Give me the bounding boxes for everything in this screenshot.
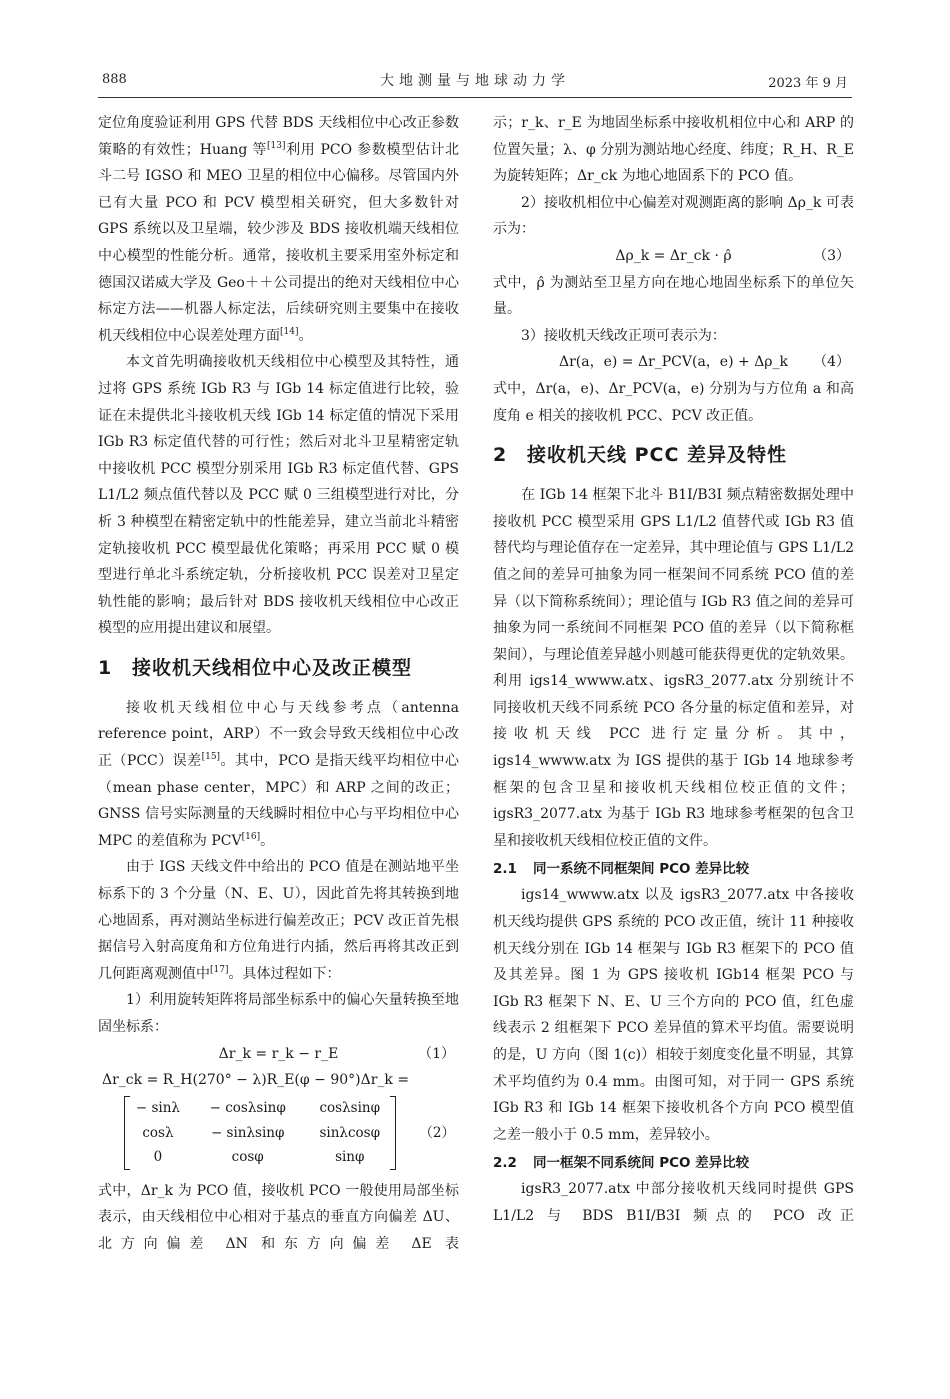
paragraph-step-2: 2）接收机相位中心偏差对观测距离的影响 Δρ_k 可表示为： [493, 194, 854, 238]
page-number: 888 [102, 72, 127, 87]
issue-date: 2023 年 9 月 [768, 76, 848, 91]
matrix-cell: sinφ [335, 1149, 365, 1166]
running-header [98, 70, 852, 94]
citation-14[interactable]: [14] [280, 326, 299, 337]
journal-title: 大地测量与地球动力学 [380, 73, 570, 89]
paragraph-section-2-1: igs14_wwww.atx 以及 igsR3_2077.atx 中各接收机天线均提供 GPS 系统的 PCO 改正值，统计 11 种接收机天线分别在 IGb 14 框架与 IGb R3 框架下的 PCO 值及其差异。图 1 为 GPS 接收机 IGb14 框架 PCO 与 IGb R3 框架下 N、E、U 三个方向的 PCO 值，红色虚线表示 2 组框架下 PCO 差异值的算术平均值。需要说明的是，U 方向（图 1(c)）相较于刻度变化量不明显，其算术平均值约为 0.4 mm。由图可知，对于同一 GPS 系统 IGb R3 和 IGb 14 框架下接收机各个方向 PCO 模型值之差一般小于 0.5 mm，差异较小。 [493, 887, 854, 1143]
citation-16[interactable]: [16] [241, 831, 261, 842]
equation-3 [493, 243, 854, 270]
right-column [493, 110, 854, 1230]
paragraph-where-3: 式中，ρ̂ 为测站至卫星方向在地心地固坐标系下的单位矢量。 [493, 274, 854, 318]
citation-15[interactable]: [15] [201, 752, 221, 763]
equation-2-line [98, 1067, 459, 1094]
equation-3-number: （3） [813, 247, 850, 264]
left-column [98, 110, 459, 1258]
header-rule [98, 97, 852, 98]
equation-4 [493, 349, 854, 376]
citation-13[interactable]: [13] [267, 140, 286, 151]
matrix-cell: − sinλ [135, 1100, 180, 1117]
rotation-matrix [98, 1094, 459, 1174]
equation-1-body: Δr_k = r_k − r_E [218, 1045, 339, 1062]
equation-2-body: Δr_ck = R_H(270° − λ)R_E(φ − 90°)Δr_k = [102, 1072, 410, 1089]
matrix-cell: − cosλsinφ [209, 1100, 286, 1117]
paragraph-where-1-continued: 示；r_k、r_E 为地固坐标系中接收机相位中心和 ARP 的位置矢量；λ、φ 分别为测站地心经度、纬度；R_H、R_E 为旋转矩阵；Δr_ck 为地心地固系下的 PCO 值。 [493, 115, 854, 185]
paragraph-step-1: 1）利用旋转矩阵将局部坐标系中的偏心矢量转换至地固坐标系： [98, 992, 459, 1035]
paragraph-section-2: 在 IGb 14 框架下北斗 B1I/B3I 频点精密数据处理中接收机 PCC 模型采用 GPS L1/L2 值替代或 IGb R3 值替代均与理论值存在一定差异，其中理论值与 GPS L1/L2 值之间的差异可抽象为同一框架间不同系统 PCO 值的差异（以下简称系统间）；理论值与 IGb R3 值之间的差异可抽象为同一系统间不同框架 PCO 值的差异（以下简称框架间），与理论值差异越小则越可能获得更优的定轨效果。利用 igs14_wwww.atx、igsR3_2077.atx 分别统计不同接收机天线不同系统 PCO 各分量的标定值和差异，对接收机天线 PCC 进行定量分析。其中，igs14_wwww.atx 为 IGS 提供的基于 IGb 14 地球参考框架的包含卫星和接收机天线相位校正值的文件；igsR3_2077.atx 为基于 IGb R3 地球参考框架的包含卫星和接收机天线相位校正值的文件。 [493, 487, 854, 849]
matrix-cell: cosφ [231, 1149, 264, 1166]
equation-2-number: （2） [419, 1124, 455, 1141]
equation-4-number: （4） [813, 354, 850, 371]
equation-4-body: Δr(a，e) = Δr_PCV(a，e) + Δρ_k [558, 354, 789, 371]
matrix-cell: sinλcosφ [319, 1124, 381, 1141]
matrix-cell: − sinλsinφ [210, 1124, 285, 1141]
matrix-cell: cosλ [142, 1124, 174, 1141]
section-2-2-heading: 2.2 同一框架不同系统间 PCO 差异比较 [493, 1155, 750, 1172]
paragraph-section1-b: 由于 IGS 天线文件中给出的 PCO 值是在测站地平坐标系下的 3 个分量（N、E、U），因此首先将其转换到地心地固系，再对测站坐标进行偏差改正；PCV 改正首先根据信号入射高度角和方位角进行内插，然后再将其改正到几何距离观测值中[17]。具体过程如下： [98, 859, 459, 982]
paragraph-where-1: 式中，Δr_k 为 PCO 值，接收机 PCO 一般使用局部坐标表示，由天线相位中心相对于基点的垂直方向偏差 ΔU、北方向偏差 ΔN 和东方向偏差 ΔE 表 [98, 1182, 459, 1252]
matrix-cell: 0 [153, 1149, 163, 1166]
equation-1-number: （1） [418, 1045, 455, 1062]
paragraph-where-4: 式中，Δr(a，e)、Δr_PCV(a，e) 分别为与方位角 a 和高度角 e 相关的接收机 PCC、PCV 改正值。 [493, 380, 854, 424]
paragraph-section1-a: 接收机天线相位中心与天线参考点（antenna reference point，ARP）不一致会导致天线相位中心改正（PCC）误差[15]。其中，PCO 是指天线平均相位中心（mean phase center，MPC）和 ARP 之间的改正；GNSS 信号实际测量的天线瞬时相位中心与平均相位中心 MPC 的差值称为 PCV[16]。 [98, 699, 460, 849]
citation-17[interactable]: [17] [210, 964, 229, 975]
paragraph-section-2-2: igsR3_2077.atx 中部分接收机天线同时提供 GPS L1/L2 与 BDS B1I/B3I 频点的 PCO 改正 [493, 1181, 854, 1224]
section-2-1-heading: 2.1 同一系统不同框架间 PCO 差异比较 [493, 861, 750, 878]
paragraph-intro-2: 本文首先明确接收机天线相位中心模型及其特性，通过将 GPS 系统 IGb R3 与 IGb 14 标定值进行比较，验证在未提供北斗接收机天线 IGb 14 标定值的情况下采用 IGb R3 标定值代替的可行性；然后对北斗卫星精密定轨中接收机 PCC 模型分别采用 IGb R3 标定值代替、GPS L1/L2 频点值代替以及 PCC 赋 0 三组模型进行对比，分析 3 种模型在精密定轨中的性能差异，建立当前北斗精密定轨接收机 PCC 模型最优化策略；再采用 PCC 赋 0 模型进行单北斗系统定轨，分析接收机 PCC 误差对卫星定轨性能的影响；最后针对 BDS 接收机天线相位中心改正模型的应用提出建议和展望。 [98, 354, 459, 637]
matrix-cell: cosλsinφ [319, 1100, 381, 1117]
section-1-heading: 1 接收机天线相位中心及改正模型 [98, 656, 413, 679]
section-2-heading: 2 接收机天线 PCC 差异及特性 [493, 444, 788, 467]
paragraph-step-3: 3）接收机天线改正项可表示为： [521, 327, 726, 344]
equation-3-body: Δρ_k = Δr_ck · ρ̂ [615, 247, 732, 264]
paragraph-intro-1: 定位角度验证利用 GPS 代替 BDS 天线相位中心改正参数策略的有效性；Huang 等[13]利用 PCO 参数模型估计北斗二号 IGSO 和 MEO 卫星的相位中心偏移。尽管国内外已有大量 PCO 和 PCV 模型相关研究，但大多数针对 GPS 系统以及卫星端，较少涉及 BDS 接收机端天线相位中心模型的性能分析。通常，接收机主要采用室外标定和德国汉诺威大学及 Geo＋＋公司提出的绝对天线相位中心标定方法——机器人标定法，后续研究则主要集中在接收机天线相位中心误差处理方面[14]。 [98, 115, 459, 344]
equation-1 [98, 1041, 459, 1068]
